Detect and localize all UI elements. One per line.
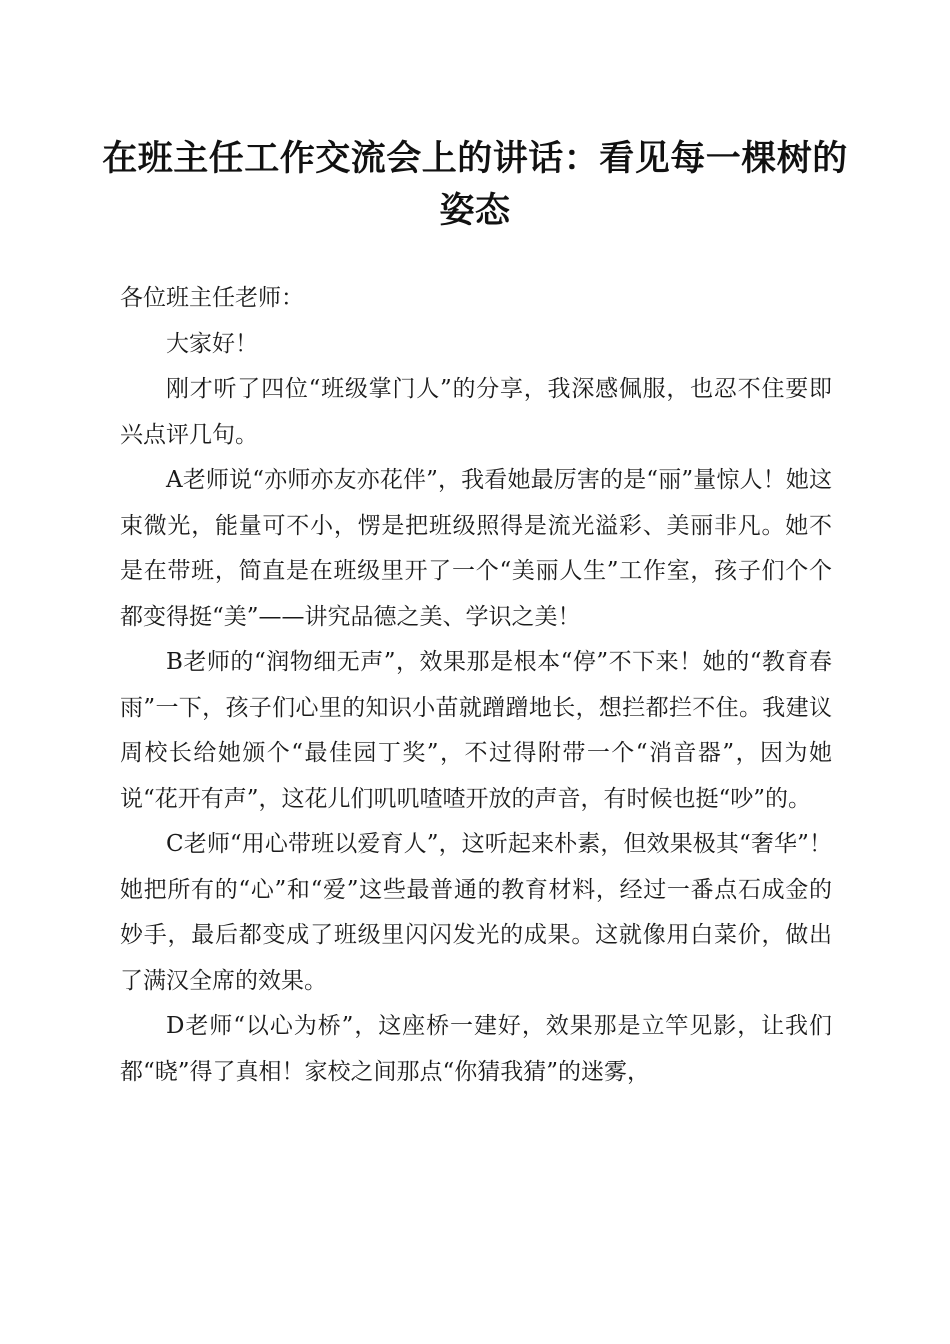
paragraph-teacher-b: B老师的“润物细无声”，效果那是根本“停”不下来！她的“教育春雨”一下，孩子们心里的知识小苗就蹭蹭地长，想拦都拦不住。我建议周校长给她颁个“最佳园丁奖”，不过得附带一个“消音器”，因为她说“花开有声”，这花儿们叽叽喳喳开放的声音，有时候也挺“吵”的。: [120, 649, 832, 812]
document-body: [120, 276, 832, 1095]
paragraph-teacher-a: A老师说“亦师亦友亦花伴”，我看她最厉害的是“丽”量惊人！她这束微光，能量可不小，愣是把班级照得是流光溢彩、美丽非凡。她不是在带班，简直是在班级里开了一个“美丽人生”工作室，孩子们个个都变得挺“美”——讲究品德之美、学识之美！: [120, 467, 832, 630]
document-title: 在班主任工作交流会上的讲话：看见每一棵树的姿态: [102, 138, 848, 231]
paragraph-teacher-d: D老师“以心为桥”，这座桥一建好，效果那是立竿见影，让我们都“晓”得了真相！家校之间那点“你猜我猜”的迷雾，: [120, 1013, 832, 1085]
salutation: 各位班主任老师：: [120, 285, 304, 311]
paragraph-intro: 刚才听了四位“班级掌门人”的分享，我深感佩服，也忍不住要即兴点评几句。: [120, 376, 832, 448]
paragraph-teacher-c: C老师“用心带班以爱育人”，这听起来朴素，但效果极其“奢华”！她把所有的“心”和“爱”这些最普通的教育材料，经过一番点石成金的妙手，最后都变成了班级里闪闪发光的成果。这就像用白菜价，做出了满汉全席的效果。: [120, 831, 832, 994]
paragraph-greeting: 大家好！: [166, 330, 258, 357]
